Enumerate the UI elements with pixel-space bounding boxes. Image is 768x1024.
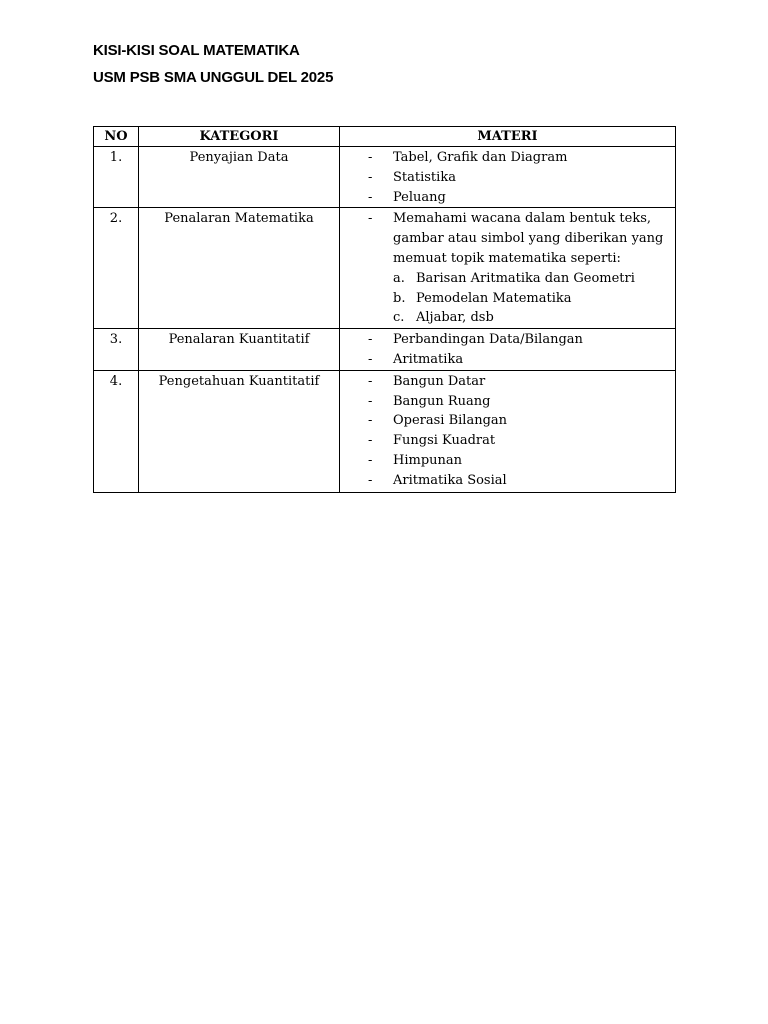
row-no: 4. [109,373,123,389]
materi-table [93,126,676,493]
document-subtitle: USM PSB SMA UNGGUL DEL 2025 [93,69,334,86]
sublist-text: Aljabar, dsb [416,310,494,326]
row-kategori: Penyajian Data [189,150,289,165]
materi-item: - Perbandingan Data/Bilangan [340,330,675,350]
table-row [94,329,676,371]
row-materi-cell [340,208,676,329]
table-header-row [94,127,676,147]
row-no-cell [94,208,139,329]
row-materi-cell [340,329,676,371]
sublist-item [340,289,669,309]
row-kategori-cell [139,329,340,371]
header-no: NO [94,127,139,147]
row-materi-cell [340,147,676,208]
row-no-cell [94,370,139,492]
row-kategori-cell [139,147,340,208]
row-kategori: Penalaran Matematika [164,211,314,227]
row-kategori: Penalaran Kuantitatif [168,332,310,348]
materi-item: - Aritmatika [340,350,675,370]
table-row [94,208,676,329]
row-no: 2. [109,211,123,227]
sublist-marker: b. [393,290,406,306]
materi-item-with-sublist [340,209,675,328]
header-materi: MATERI [340,127,676,147]
materi-item: - Fungsi Kuadrat [340,431,675,451]
materi-item: - Bangun Ruang [340,392,675,412]
materi-list [340,329,675,370]
materi-list [340,371,675,491]
materi-item: - Operasi Bilangan [340,411,675,431]
row-kategori-cell [139,370,340,492]
materi-item: - Aritmatika Sosial [340,471,675,491]
materi-item-text: Memahami wacana dalam bentuk teks, gambar atau simbol yang diberikan yang memuat topik matematika seperti: [393,211,664,266]
row-kategori: Pengetahuan Kuantitatif [158,373,320,389]
materi-item: - Statistika [340,168,675,188]
row-no: 1. [109,150,123,165]
sublist-text: Barisan Aritmatika dan Geometri [416,270,635,286]
sublist-item [340,269,669,289]
row-no-cell [94,329,139,371]
row-no: 3. [109,332,123,348]
sublist-marker: a. [393,270,405,286]
materi-list [340,147,675,207]
table-row [94,147,676,208]
materi-list [340,208,675,328]
materi-item: - Himpunan [340,451,675,471]
document-title: KISI-KISI SOAL MATEMATIKA [93,42,300,59]
materi-item: - Tabel, Grafik dan Diagram [340,148,675,168]
header-kategori: KATEGORI [139,127,340,147]
row-no-cell [94,147,139,208]
row-materi-cell [340,370,676,492]
row-kategori-cell [139,208,340,329]
sublist-text: Pemodelan Matematika [416,290,572,306]
sublist-marker: c. [393,310,405,326]
materi-item: - Bangun Datar [340,372,675,392]
materi-sublist [393,269,669,328]
materi-item: - Peluang [340,188,675,208]
table-row [94,370,676,492]
sublist-item [340,308,669,328]
